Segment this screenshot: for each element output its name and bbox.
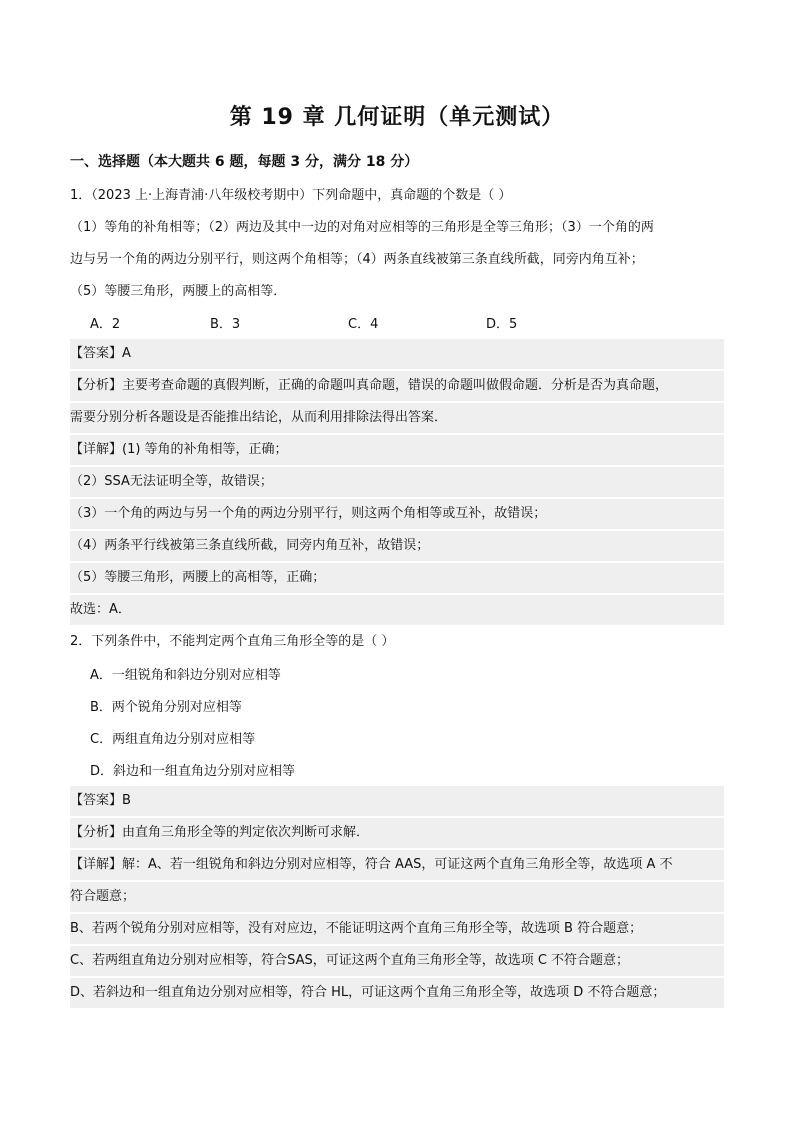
q2-detail-line: D、若斜边和一组直角边分别对应相等，符合 HL，可证这两个直角三角形全等，故选项 D 不符合题意； bbox=[70, 978, 724, 1008]
q1-answer: 【答案】A bbox=[70, 339, 724, 369]
q1-text-line: （5）等腰三角形，两腰上的高相等． bbox=[70, 284, 287, 299]
q1-detail-line: （4）两条平行线被第三条直线所截，同旁内角互补，故错误； bbox=[70, 531, 724, 561]
q1-option-a: A．2 bbox=[90, 317, 121, 332]
q2-answer: 【答案】B bbox=[70, 786, 724, 816]
q1-detail-line: （3）一个角的两边与另一个角的两边分别平行，则这两个角相等或互补，故错误； bbox=[70, 499, 724, 529]
q2-stem: 2．下列条件中，不能判定两个直角三角形全等的是（ ） bbox=[70, 634, 395, 649]
q1-detail-line: 【详解】(1) 等角的补角相等，正确； bbox=[70, 435, 724, 465]
q2-detail-line: 符合题意； bbox=[70, 882, 724, 912]
q2-option-c: C．两组直角边分别对应相等 bbox=[90, 732, 256, 747]
page-title: 第 19 章 几何证明（单元测试） bbox=[229, 105, 565, 130]
q1-option-c: C．4 bbox=[348, 317, 379, 332]
q1-option-d: D．5 bbox=[486, 317, 518, 332]
q1-stem: 1．（2023 上·上海青浦·八年级校考期中）下列命题中，真命题的个数是（ ） bbox=[70, 188, 512, 203]
q2-analysis: 【分析】由直角三角形全等的判定依次判断可求解． bbox=[70, 818, 724, 848]
q2-detail-line: B、若两个锐角分别对应相等，没有对应边，不能证明这两个直角三角形全等，故选项 B 符合题意； bbox=[70, 914, 724, 944]
q1-analysis-line: 【分析】主要考查命题的真假判断，正确的命题叫真命题，错误的命题叫做假命题．分析是否为真命题， bbox=[70, 371, 724, 401]
q2-option-a: A．一组锐角和斜边分别对应相等 bbox=[90, 668, 281, 683]
q2-option-d: D．斜边和一组直角边分别对应相等 bbox=[90, 764, 296, 779]
q1-text-line: （1）等角的补角相等；（2）两边及其中一边的对角对应相等的三角形是全等三角形；（3）一个角的两 bbox=[70, 220, 654, 235]
q1-conclusion: 故选：A． bbox=[70, 595, 724, 625]
q1-analysis-line: 需要分别分析各题设是否能推出结论，从而利用排除法得出答案． bbox=[70, 403, 724, 433]
q1-detail-line: （2）SSA无法证明全等，故错误； bbox=[70, 467, 724, 497]
section-heading: 一、选择题（本大题共 6 题，每题 3 分，满分 18 分） bbox=[70, 154, 419, 170]
q1-text-line: 边与另一个角的两边分别平行，则这两个角相等；（4）两条直线被第三条直线所截，同旁内角互补； bbox=[70, 252, 644, 267]
q1-detail-line: （5）等腰三角形，两腰上的高相等，正确； bbox=[70, 563, 724, 593]
q1-option-b: B．3 bbox=[210, 317, 241, 332]
q2-detail-line: 【详解】解：A、若一组锐角和斜边分别对应相等，符合 AAS，可证这两个直角三角形全等，故选项 A 不 bbox=[70, 850, 724, 880]
q2-option-b: B．两个锐角分别对应相等 bbox=[90, 700, 242, 715]
q2-detail-line: C、若两组直角边分别对应相等，符合SAS，可证这两个直角三角形全等，故选项 C 不符合题意； bbox=[70, 946, 724, 976]
